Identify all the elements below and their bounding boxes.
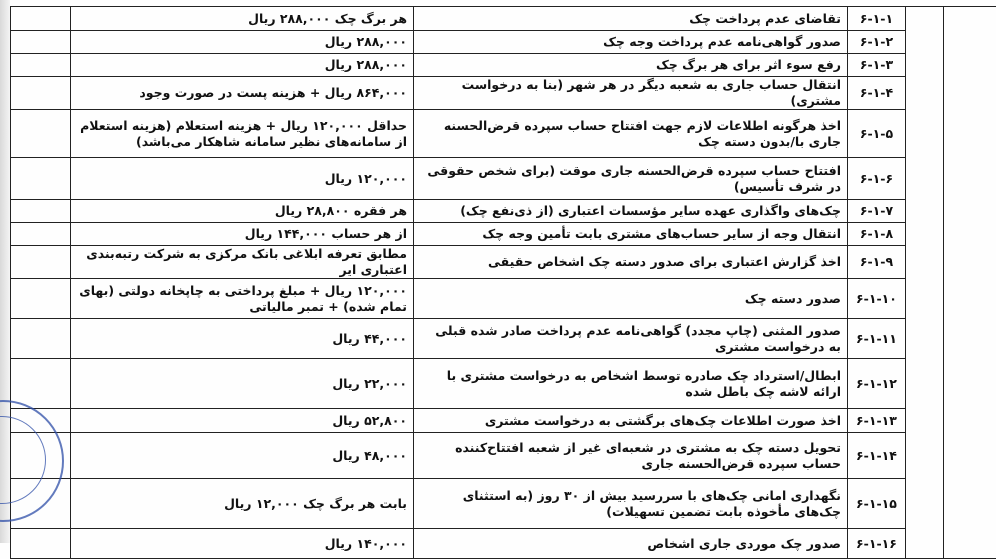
row-description-cell: انتقال حساب جاری به شعبه دیگر در هر شهر (بنا به درخواست مشتری) bbox=[414, 77, 848, 110]
row-description-cell: تحویل دسته چک به مشتری در شعبه‌ای غیر از شعبه افتتاح‌کننده حساب سپرده قرض‌الحسنه جاری bbox=[414, 433, 848, 479]
row-fee-cell: مطابق تعرفه ابلاغی بانک مرکزی به شرکت رتبه‌بندی اعتباری ایر bbox=[71, 246, 414, 279]
table-row bbox=[11, 110, 996, 158]
row-description-cell: صدور چک موردی جاری اشخاص bbox=[414, 529, 848, 559]
row-fee-cell: ۱۲۰,۰۰۰ ریال bbox=[71, 158, 414, 200]
table-row bbox=[11, 158, 996, 200]
row-extra-cell bbox=[11, 54, 71, 77]
row-extra-cell bbox=[11, 529, 71, 559]
row-code-cell: ۶-۱-۱ bbox=[848, 7, 906, 31]
row-code-cell: ۶-۱-۱۵ bbox=[848, 479, 906, 529]
outer-category-cell bbox=[944, 7, 996, 559]
row-extra-cell bbox=[11, 77, 71, 110]
table-row bbox=[11, 246, 996, 279]
row-fee-cell: بابت هر برگ چک ۱۲,۰۰۰ ریال bbox=[71, 479, 414, 529]
row-fee-cell: ۱۴۰,۰۰۰ ریال bbox=[71, 529, 414, 559]
row-fee-cell: ۸۶۴,۰۰۰ ریال + هزینه پست در صورت وجود bbox=[71, 77, 414, 110]
row-description-cell: اخذ گزارش اعتباری برای صدور دسته چک اشخاص حقیقی bbox=[414, 246, 848, 279]
row-description-cell: صدور المثنی (چاپ مجدد) گواهی‌نامه عدم پرداخت صادر شده قبلی به درخواست مشتری bbox=[414, 319, 848, 359]
row-fee-cell: ۲۸۸,۰۰۰ ریال bbox=[71, 54, 414, 77]
table-row bbox=[11, 279, 996, 319]
outer-category-label bbox=[944, 225, 945, 340]
row-fee-cell: ۴۴,۰۰۰ ریال bbox=[71, 319, 414, 359]
row-fee-cell: ۴۸,۰۰۰ ریال bbox=[71, 433, 414, 479]
row-description-cell: انتقال وجه از سایر حساب‌های مشتری بابت تأمین وجه چک bbox=[414, 223, 848, 246]
row-fee-cell: ۵۲,۸۰۰ ریال bbox=[71, 409, 414, 433]
row-description-cell: چک‌های واگذاری عهده سایر مؤسسات اعتباری (از ذی‌نفع چک) bbox=[414, 200, 848, 223]
row-extra-cell bbox=[11, 158, 71, 200]
row-fee-cell: ۱۲۰,۰۰۰ ریال + مبلغ پرداختی به چاپخانه دولتی (بهای تمام شده) + تمبر مالیاتی bbox=[71, 279, 414, 319]
group-category-cell bbox=[906, 7, 944, 559]
row-code-cell: ۶-۱-۳ bbox=[848, 54, 906, 77]
row-description-cell: صدور دسته چک bbox=[414, 279, 848, 319]
table-row bbox=[11, 433, 996, 479]
row-extra-cell bbox=[11, 223, 71, 246]
row-extra-cell bbox=[11, 200, 71, 223]
official-stamp-inner-ring bbox=[0, 416, 46, 504]
row-code-cell: ۶-۱-۱۴ bbox=[848, 433, 906, 479]
row-fee-cell: ۲۲,۰۰۰ ریال bbox=[71, 359, 414, 409]
table-row bbox=[11, 54, 996, 77]
table-row bbox=[11, 529, 996, 559]
row-description-cell: اخذ هرگونه اطلاعات لازم جهت افتتاح حساب سپرده قرض‌الحسنه جاری با/بدون دسته چک bbox=[414, 110, 848, 158]
row-fee-cell: ۲۸۸,۰۰۰ ریال bbox=[71, 31, 414, 54]
table-row bbox=[11, 319, 996, 359]
row-code-cell: ۶-۱-۵ bbox=[848, 110, 906, 158]
row-code-cell: ۶-۱-۱۲ bbox=[848, 359, 906, 409]
row-description-cell: افتتاح حساب سپرده قرض‌الحسنه جاری موقت (برای شخص حقوقی در شرف تأسیس) bbox=[414, 158, 848, 200]
row-description-cell: صدور گواهی‌نامه عدم پرداخت وجه چک bbox=[414, 31, 848, 54]
row-description-cell: رفع سوء اثر برای هر برگ چک bbox=[414, 54, 848, 77]
table-row bbox=[11, 223, 996, 246]
table-row bbox=[11, 479, 996, 529]
tariff-table bbox=[10, 6, 996, 559]
row-code-cell: ۶-۱-۹ bbox=[848, 246, 906, 279]
row-extra-cell bbox=[11, 31, 71, 54]
row-code-cell: ۶-۱-۱۳ bbox=[848, 409, 906, 433]
row-fee-cell: حداقل ۱۲۰,۰۰۰ ریال + هزینه استعلام (هزینه استعلام از سامانه‌های نظیر سامانه شاهکار می‌باشد) bbox=[71, 110, 414, 158]
row-extra-cell bbox=[11, 7, 71, 31]
row-fee-cell: هر فقره ۲۸,۸۰۰ ریال bbox=[71, 200, 414, 223]
table-row bbox=[11, 31, 996, 54]
table-row bbox=[11, 200, 996, 223]
table-row bbox=[11, 359, 996, 409]
row-extra-cell bbox=[11, 246, 71, 279]
row-code-cell: ۶-۱-۶ bbox=[848, 158, 906, 200]
row-fee-cell: از هر حساب ۱۴۴,۰۰۰ ریال bbox=[71, 223, 414, 246]
table-row bbox=[11, 7, 996, 31]
row-code-cell: ۶-۱-۴ bbox=[848, 77, 906, 110]
row-description-cell: تقاضای عدم پرداخت چک bbox=[414, 7, 848, 31]
row-code-cell: ۶-۱-۱۶ bbox=[848, 529, 906, 559]
row-description-cell: نگهداری امانی چک‌های با سررسید بیش از ۳۰ روز (به استثنای چک‌های مأخوذه بابت تضمین تسهیلات) bbox=[414, 479, 848, 529]
table-row bbox=[11, 77, 996, 110]
table-row bbox=[11, 409, 996, 433]
row-code-cell: ۶-۱-۲ bbox=[848, 31, 906, 54]
row-extra-cell bbox=[11, 319, 71, 359]
row-extra-cell bbox=[11, 359, 71, 409]
row-code-cell: ۶-۱-۱۰ bbox=[848, 279, 906, 319]
row-fee-cell: هر برگ چک ۲۸۸,۰۰۰ ریال bbox=[71, 7, 414, 31]
row-description-cell: ابطال/استرداد چک صادره توسط اشخاص به درخواست مشتری با ارائه لاشه چک باطل شده bbox=[414, 359, 848, 409]
row-extra-cell bbox=[11, 110, 71, 158]
row-code-cell: ۶-۱-۱۱ bbox=[848, 319, 906, 359]
row-code-cell: ۶-۱-۷ bbox=[848, 200, 906, 223]
row-code-cell: ۶-۱-۸ bbox=[848, 223, 906, 246]
row-description-cell: اخذ صورت اطلاعات چک‌های برگشتی به درخواست مشتری bbox=[414, 409, 848, 433]
row-extra-cell bbox=[11, 279, 71, 319]
